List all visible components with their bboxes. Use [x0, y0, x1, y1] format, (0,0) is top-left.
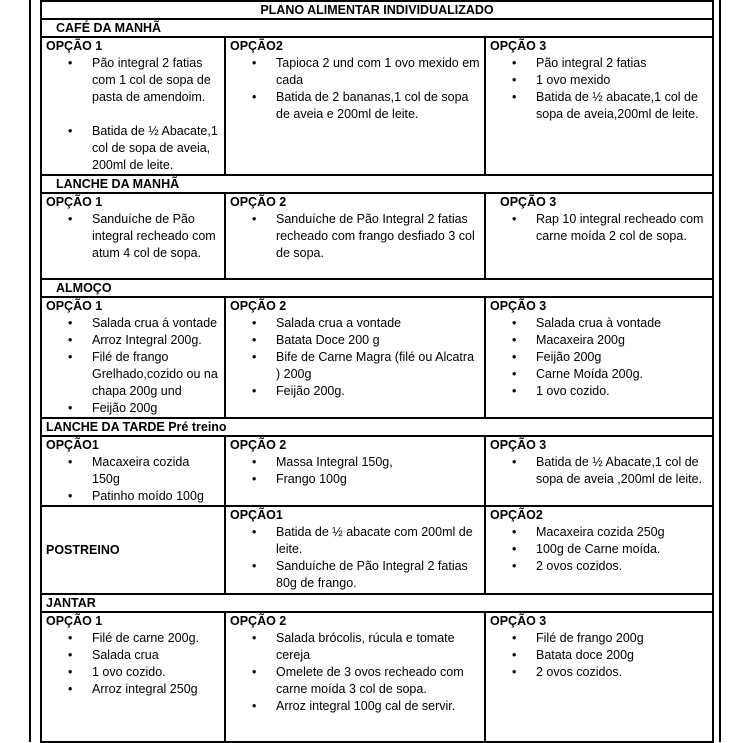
option-cell [225, 297, 485, 418]
option-cell [41, 612, 225, 742]
list-item: • Patinho moído 100g [92, 488, 220, 505]
list-item: • Arroz Integral 200g. [92, 332, 220, 349]
option-label: OPÇÃO 1 [46, 614, 103, 628]
option-cell [225, 436, 485, 506]
list-item: • Filé de frango 200g [536, 630, 708, 647]
option-label: OPÇÃO 3 [500, 195, 557, 209]
list-item: • Omelete de 3 ovos recheado com carne moída 3 col de sopa. [276, 664, 480, 698]
option-cell [485, 37, 713, 175]
option-label: OPÇÃO 3 [490, 39, 547, 53]
option-cell [225, 37, 485, 175]
option-label: OPÇÃO1 [46, 438, 99, 452]
option-label: OPÇÃO 1 [46, 195, 103, 209]
option-cell [225, 506, 485, 594]
list-item: • Batida de ½ abacate com 200ml de leite. [276, 524, 480, 558]
list-item: • Carne Moída 200g. [536, 366, 708, 383]
option-label: OPÇÃO2 [230, 39, 283, 53]
list-item: • Batida de 2 bananas,1 col de sopa de aveia e 200ml de leite. [276, 89, 480, 123]
list-item: • 2 ovos cozidos. [536, 558, 708, 575]
list-item: • Macaxeira 200g [536, 332, 708, 349]
list-item: • 1 ovo mexido [536, 72, 708, 89]
list-item: • 1 ovo cozido. [536, 383, 708, 400]
table-row [41, 37, 713, 175]
list-item: • Macaxeira cozida 250g [536, 524, 708, 541]
list-item: • Batata Doce 200 g [276, 332, 480, 349]
list-item: • Sanduíche de Pão integral recheado com atum 4 col de sopa. [92, 211, 220, 262]
list-item: • Filé de carne 200g. [92, 630, 220, 647]
section-cafe-da-manha: CAFÉ DA MANHÃ [41, 19, 713, 37]
option-cell [41, 436, 225, 506]
list-item: • Batida de ½ abacate,1 col de sopa de aveia,200ml de leite. [536, 89, 708, 123]
list-item: • Frango 100g [276, 471, 480, 488]
list-item: • Macaxeira cozida 150g [92, 454, 220, 488]
list-item: • Arroz integral 100g cal de servir. [276, 698, 480, 715]
table-row [41, 193, 713, 279]
plan-title: PLANO ALIMENTAR INDIVIDUALIZADO [41, 1, 713, 19]
list-item: • Salada crua á vontade [92, 315, 220, 332]
option-label: OPÇÃO1 [230, 508, 283, 522]
table-row [41, 297, 713, 418]
option-cell [225, 193, 485, 279]
list-item: • Filé de frango Grelhado,cozido ou na chapa 200g und [92, 349, 220, 400]
option-cell [485, 193, 713, 279]
list-item: • Salada crua à vontade [536, 315, 708, 332]
left-border-line [29, 0, 31, 742]
list-item: • Batida de ½ Abacate,1 col de sopa de aveia, 200ml de leite. [92, 123, 220, 174]
list-item: • Pão integral 2 fatias com 1 col de sopa de pasta de amendoim. [92, 55, 220, 106]
section-almoco: ALMOÇO [41, 279, 713, 297]
option-cell [485, 506, 713, 594]
meal-plan-table [40, 0, 714, 743]
list-item: • Pão integral 2 fatias [536, 55, 708, 72]
option-label: OPÇÃO 2 [230, 195, 287, 209]
option-cell [41, 297, 225, 418]
option-label: OPÇÃO 3 [490, 614, 547, 628]
section-lanche-da-manha: LANCHE DA MANHÃ [41, 175, 713, 193]
list-item: • Salada crua a vontade [276, 315, 480, 332]
option-cell [41, 193, 225, 279]
section-lanche-da-tarde: LANCHE DA TARDE Pré treino [41, 418, 713, 436]
list-item: • 1 ovo cozido. [92, 664, 220, 681]
list-item: • Tapioca 2 und com 1 ovo mexido em cada [276, 55, 480, 89]
option-cell [485, 297, 713, 418]
table-row [41, 612, 713, 742]
table-row [41, 436, 713, 506]
option-cell [485, 436, 713, 506]
list-item: • Sanduíche de Pão Integral 2 fatias recheado com frango desfiado 3 col de sopa. [276, 211, 480, 262]
option-label: OPÇÃO 2 [230, 299, 287, 313]
option-cell [485, 612, 713, 742]
table-row [41, 506, 713, 594]
option-cell [225, 612, 485, 742]
right-border-line [719, 0, 721, 742]
list-item: • Feijão 200g [92, 400, 220, 417]
list-item: • Salada crua [92, 647, 220, 664]
option-label: OPÇÃO 2 [230, 614, 287, 628]
option-label: OPÇÃO 1 [46, 39, 103, 53]
option-label: OPÇÃO2 [490, 508, 543, 522]
section-jantar: JANTAR [41, 594, 713, 612]
list-item: • Massa Integral 150g, [276, 454, 480, 471]
section-postreino: POSTREINO [41, 506, 225, 594]
list-item: • Salada brócolis, rúcula e tomate cereja [276, 630, 480, 664]
list-item: • Batida de ½ Abacate,1 col de sopa de aveia ,200ml de leite. [536, 454, 708, 488]
option-label: OPÇÃO 3 [490, 438, 547, 452]
list-item: • Feijão 200g [536, 349, 708, 366]
list-item: • Batata doce 200g [536, 647, 708, 664]
option-label: OPÇÃO 2 [230, 438, 287, 452]
list-item: • Sanduíche de Pão Integral 2 fatias 80g de frango. [276, 558, 480, 592]
list-item: • 2 ovos cozidos. [536, 664, 708, 681]
list-item: • Arroz integral 250g [92, 681, 220, 698]
option-cell [41, 37, 225, 175]
option-label: OPÇÃO 1 [46, 299, 103, 313]
list-item: • Rap 10 integral recheado com carne moída 2 col de sopa. [536, 211, 708, 245]
option-label: OPÇÃO 3 [490, 299, 547, 313]
list-item: • 100g de Carne moída. [536, 541, 708, 558]
list-item: • Bife de Carne Magra (filé ou Alcatra ) 200g [276, 349, 480, 383]
list-item: • Feijão 200g. [276, 383, 480, 400]
